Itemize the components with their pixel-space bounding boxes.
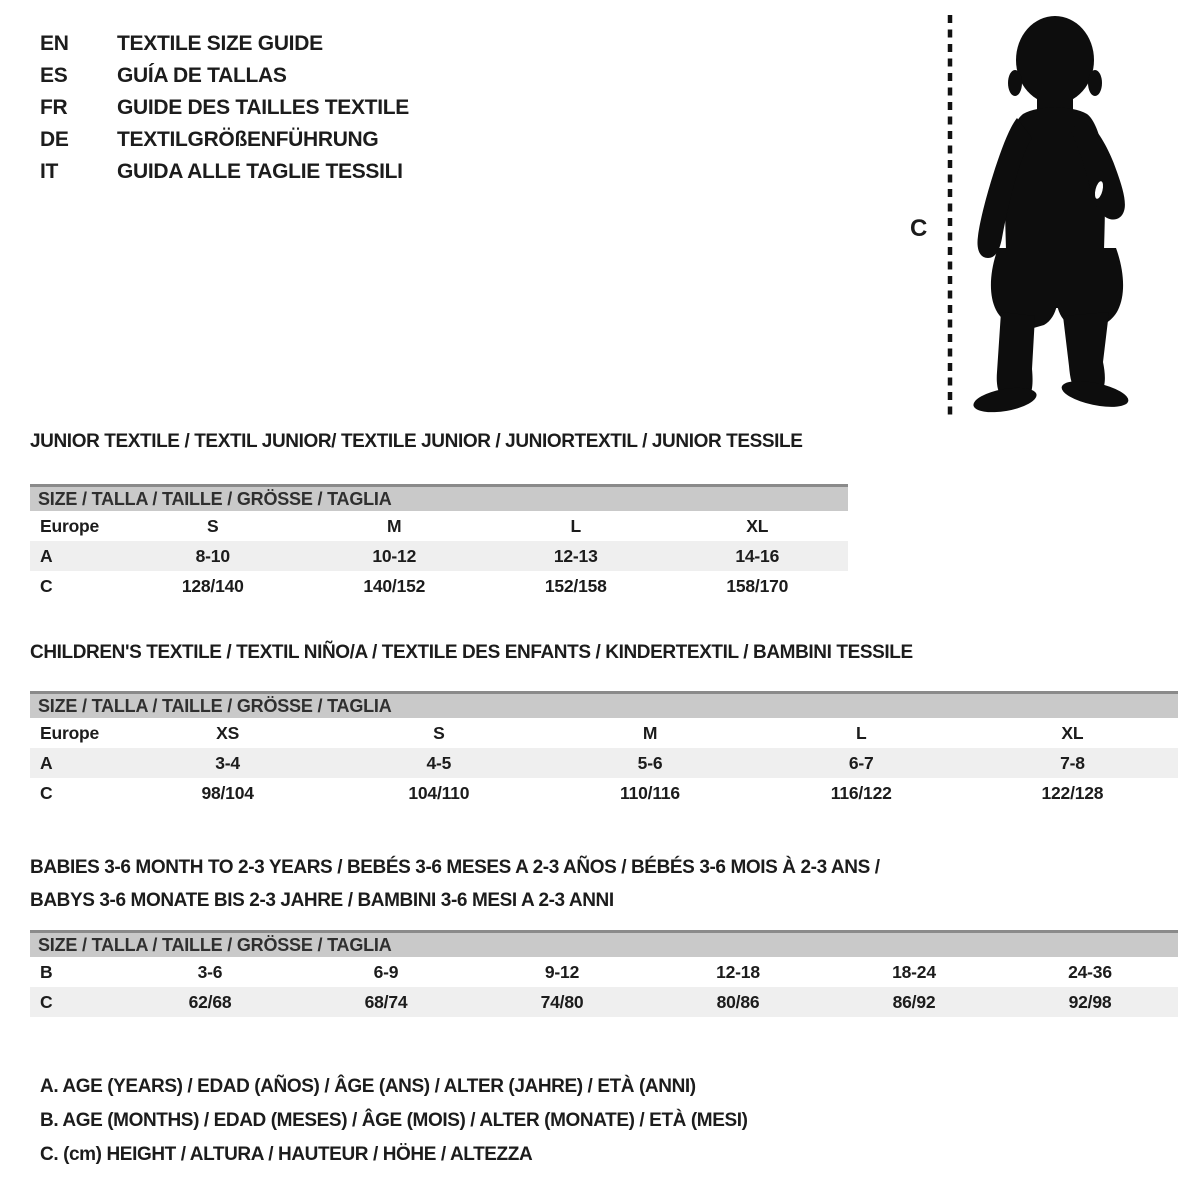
row-label: Europe	[40, 516, 100, 536]
language-code: IT	[40, 160, 59, 183]
table-cell: 116/122	[830, 783, 892, 803]
row-label: Europe	[40, 723, 100, 743]
language-code: DE	[40, 128, 69, 151]
language-row	[40, 92, 409, 124]
language-list	[40, 28, 409, 188]
row-label: A	[40, 546, 53, 566]
section-title-line: JUNIOR TEXTILE / TEXTIL JUNIOR/ TEXTILE JUNIOR / JUNIORTEXTIL / JUNIOR TESSILE	[30, 431, 803, 452]
table-cell: 98/104	[201, 783, 254, 803]
toddler-silhouette-icon	[963, 10, 1138, 415]
table-cell: 6-7	[848, 753, 874, 773]
table-cell: M	[387, 516, 402, 536]
language-row	[40, 124, 409, 156]
table-cell: 158/170	[726, 576, 789, 596]
table-row	[30, 987, 1178, 1017]
language-code: FR	[40, 96, 68, 119]
table-cell: 12-18	[716, 962, 760, 982]
table-cell: 4-5	[426, 753, 452, 773]
babies-textile-section	[30, 851, 1178, 1017]
language-row	[40, 156, 409, 188]
table-cell: 8-10	[195, 546, 230, 566]
table-cell: 74/80	[540, 992, 584, 1012]
table-cell: 18-24	[892, 962, 936, 982]
table-cell: 12-13	[553, 546, 598, 566]
section-title-line: CHILDREN'S TEXTILE / TEXTIL NIÑO/A / TEXTILE DES ENFANTS / KINDERTEXTIL / BAMBINI TESSILE	[30, 642, 913, 663]
language-title: TEXTILE SIZE GUIDE	[117, 32, 323, 55]
table-cell: S	[433, 723, 445, 743]
measure-legend	[40, 1070, 748, 1172]
legend-line: B. AGE (MONTHS) / EDAD (MESES) / ÂGE (MOIS) / ALTER (MONATE) / ETÀ (MESI)	[40, 1110, 748, 1131]
table-cell: XL	[746, 516, 769, 536]
table-cell: XL	[1061, 723, 1084, 743]
table-cell: 104/110	[408, 783, 470, 803]
table-row	[30, 718, 1178, 748]
table-cell: 3-6	[197, 962, 223, 982]
language-title: GUIDE DES TAILLES TEXTILE	[117, 96, 409, 119]
table-row	[30, 541, 848, 571]
table-row	[30, 957, 1178, 987]
row-label: C	[40, 992, 53, 1012]
language-row	[40, 28, 409, 60]
section-title-line: BABIES 3-6 MONTH TO 2-3 YEARS / BEBÉS 3-6 MESES A 2-3 AÑOS / BÉBÉS 3-6 MOIS À 2-3 ANS /	[30, 857, 880, 878]
table-cell: 110/116	[620, 783, 680, 803]
table-cell: L	[855, 723, 867, 743]
size-table	[30, 484, 848, 601]
language-title: GUÍA DE TALLAS	[117, 64, 287, 87]
table-cell: 80/86	[716, 992, 760, 1012]
size-table	[30, 691, 1178, 808]
table-rows	[30, 511, 848, 601]
table-cell: 68/74	[364, 992, 408, 1012]
table-cell: 7-8	[1060, 753, 1085, 773]
section-title	[30, 431, 848, 453]
size-header-bar: SIZE / TALLA / TAILLE / GRÖSSE / TAGLIA	[30, 930, 1178, 957]
row-label: B	[40, 962, 53, 982]
table-cell: 24-36	[1068, 962, 1112, 982]
row-label: C	[40, 576, 53, 596]
legend-line: C. (cm) HEIGHT / ALTURA / HAUTEUR / HÖHE / ALTEZZA	[40, 1144, 533, 1165]
table-cell: 62/68	[188, 992, 232, 1012]
table-cell: L	[570, 516, 581, 536]
language-row	[40, 60, 409, 92]
language-title: GUIDA ALLE TAGLIE TESSILI	[117, 160, 403, 183]
table-cell: 140/152	[363, 576, 426, 596]
row-label: C	[40, 783, 53, 803]
table-cell: 3-4	[215, 753, 240, 773]
size-header-bar: SIZE / TALLA / TAILLE / GRÖSSE / TAGLIA	[30, 484, 848, 511]
row-label: A	[40, 753, 53, 773]
section-title	[30, 851, 1178, 917]
language-code: ES	[40, 64, 68, 87]
table-cell: 152/158	[544, 576, 607, 596]
table-cell: 5-6	[637, 753, 663, 773]
table-cell: 10-12	[372, 546, 417, 566]
legend-line: A. AGE (YEARS) / EDAD (AÑOS) / ÂGE (ANS) / ALTER (JAHRE) / ETÀ (ANNI)	[40, 1076, 696, 1097]
height-measure-label: C	[910, 215, 928, 242]
table-rows	[30, 957, 1178, 1017]
table-cell: 9-12	[544, 962, 580, 982]
table-cell: S	[207, 516, 219, 536]
table-cell: 92/98	[1068, 992, 1112, 1012]
size-header-bar: SIZE / TALLA / TAILLE / GRÖSSE / TAGLIA	[30, 691, 1178, 718]
children-textile-section	[30, 642, 1178, 808]
table-row	[30, 778, 1178, 808]
table-row	[30, 748, 1178, 778]
table-row	[30, 571, 848, 601]
size-table	[30, 930, 1178, 1017]
table-rows	[30, 718, 1178, 808]
table-cell: 14-16	[735, 546, 780, 566]
language-code: EN	[40, 32, 69, 55]
language-title: TEXTILGRÖßENFÜHRUNG	[117, 128, 379, 151]
table-row	[30, 511, 848, 541]
table-cell: 128/140	[181, 576, 244, 596]
section-title	[30, 642, 1178, 664]
section-title-line: BABYS 3-6 MONATE BIS 2-3 JAHRE / BAMBINI 3-6 MESI A 2-3 ANNI	[30, 890, 614, 911]
height-measure-dashed-line	[946, 12, 956, 422]
table-cell: XS	[216, 723, 240, 743]
table-cell: 6-9	[373, 962, 399, 982]
junior-textile-section	[30, 431, 848, 601]
table-cell: 86/92	[892, 992, 936, 1012]
table-cell: M	[642, 723, 658, 743]
table-cell: 122/128	[1041, 783, 1104, 803]
